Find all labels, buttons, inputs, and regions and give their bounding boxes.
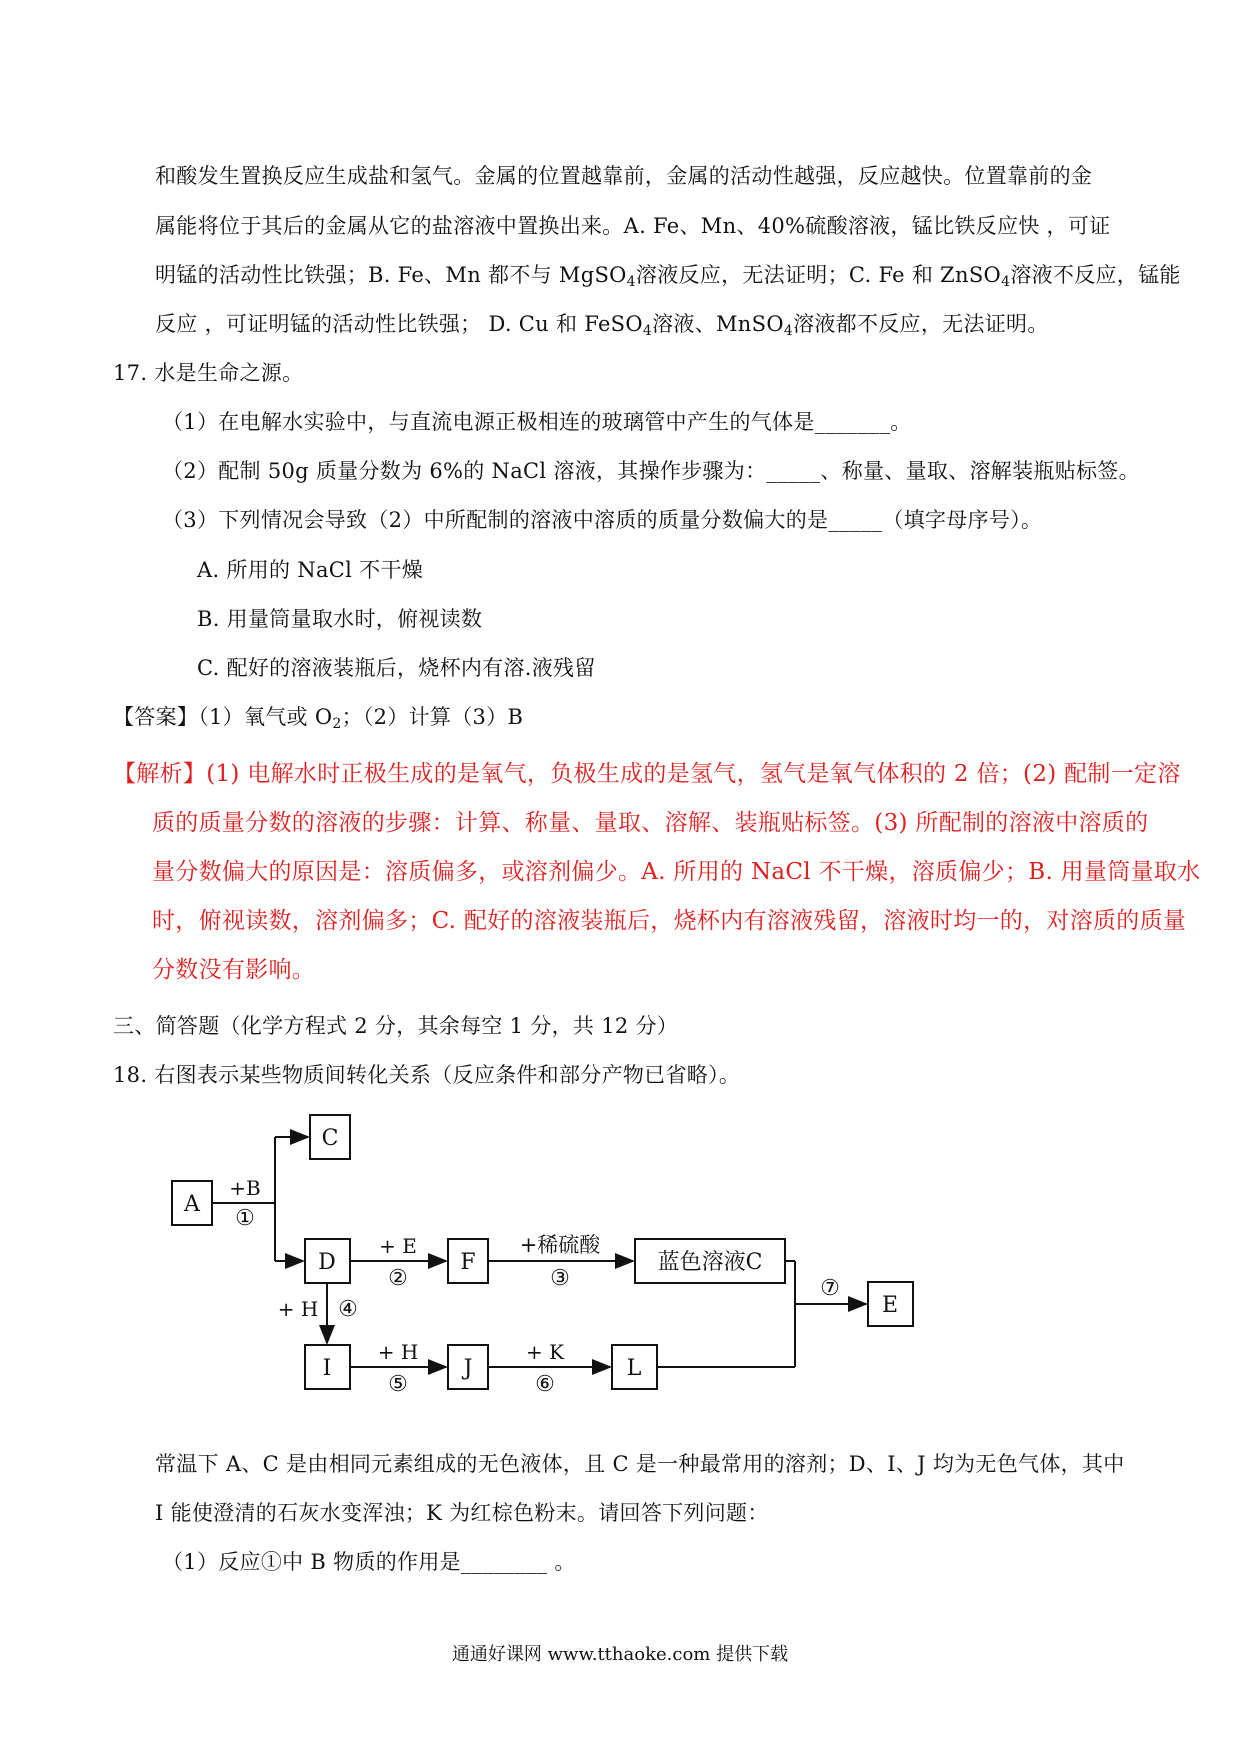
reagent-label: + E (379, 1234, 417, 1258)
box-c-label: C (321, 1126, 339, 1151)
box-e-label: E (881, 1293, 899, 1318)
step-number: ⑦ (820, 1276, 840, 1301)
question-17-part-2: （2）配制 50g 质量分数为 6%的 NaCl 溶液，其操作步骤为：_____、称量、量取、溶解装瓶贴标签。 (162, 459, 1140, 483)
option-a: A. 所用的 NaCl 不干燥 (197, 558, 424, 582)
box-j-label: J (463, 1356, 473, 1381)
reagent-label: +B (229, 1176, 261, 1200)
box-i-label: I (322, 1356, 332, 1381)
question-18-description: 常温下 A、C 是由相同元素组成的无色液体，且 C 是一种最常用的溶剂；D、I、J 均为无色气体，其中 (155, 1452, 1125, 1476)
box-d-label: D (318, 1250, 336, 1275)
box-l-label: L (626, 1356, 642, 1381)
section-heading: 三、简答题（化学方程式 2 分，其余每空 1 分，共 12 分） (113, 1014, 679, 1038)
question-18-part-1: （1）反应①中 B 物质的作用是________ 。 (162, 1550, 576, 1574)
analysis-line: 分数没有影响。 (152, 957, 316, 983)
text-line: 属能将位于其后的金属从它的盐溶液中置换出来。A. Fe、Mn、40%硫酸溶液，锰比铁反应快 ，可证 (155, 214, 1111, 238)
step-number: ③ (550, 1266, 570, 1291)
text-line: 明锰的活动性比铁强；B. Fe、Mn 都不与 MgSO$_4$溶液反应，无法证明；C. Fe 和 ZnSO$_4$溶液不反应，锰能 (155, 263, 1181, 290)
page-footer: 通通好课网 www.tthaoke.com 提供下载 (451, 1644, 789, 1665)
reagent-label: +稀硫酸 (519, 1233, 601, 1257)
analysis-line: 质的质量分数的溶液的步骤：计算、称量、量取、溶解、装瓶贴标签。(3) 所配制的溶液中溶质的 (152, 810, 1149, 836)
question-18-title: 18. 右图表示某些物质间转化关系（反应条件和部分产物已省略）。 (113, 1063, 741, 1087)
box-blue-solution-label: 蓝色溶液C (657, 1250, 763, 1275)
text-line: 反应 ，可证明锰的活动性比铁强； D. Cu 和 FeSO$_4$溶液、MnSO$_4$溶液都不反应，无法证明。 (155, 312, 1049, 339)
analysis-line: 【解析】(1) 电解水时正极生成的是氧气，负极生成的是氢气，氢气是氧气体积的 2 倍；(2) 配制一定溶 (113, 761, 1181, 787)
reagent-label: + H (277, 1297, 319, 1321)
answer-line: 【答案】（1）氧气或 $O_2$；（2）计算（3）B (113, 705, 524, 732)
option-b: B. 用量筒量取水时，俯视读数 (197, 607, 483, 631)
box-a-label: A (184, 1192, 200, 1217)
reagent-label: + H (377, 1340, 419, 1364)
step-number: ④ (338, 1297, 358, 1322)
question-17-title: 17. 水是生命之源。 (113, 361, 304, 385)
question-17-part-3: （3）下列情况会导致（2）中所配制的溶液中溶质的质量分数偏大的是_____（填字母序号）。 (162, 508, 1043, 532)
option-c: C. 配好的溶液装瓶后，烧杯内有溶.液残留 (197, 656, 596, 680)
step-number: ⑥ (535, 1372, 555, 1397)
step-number: ① (235, 1206, 255, 1231)
question-18-description: I 能使澄清的石灰水变浑浊；K 为红棕色粉末。请回答下列问题： (155, 1501, 769, 1525)
reagent-label: + K (525, 1340, 565, 1364)
analysis-line: 时，俯视读数，溶剂偏多；C. 配好的溶液装瓶后，烧杯内有溶液残留，溶液时均一的，对溶质的质量 (152, 908, 1187, 934)
step-number: ⑤ (388, 1372, 408, 1397)
step-number: ② (388, 1266, 408, 1291)
box-f-label: F (460, 1250, 476, 1275)
conversion-diagram (0, 1100, 1240, 1430)
question-17-part-1: （1）在电解水实验中，与直流电源正极相连的玻璃管中产生的气体是_______。 (162, 410, 912, 434)
analysis-line: 量分数偏大的原因是：溶质偏多，或溶剂偏少。A. 所用的 NaCl 不干燥，溶质偏少；B. 用量筒量取水 (152, 859, 1201, 885)
text-line: 和酸发生置换反应生成盐和氢气。金属的位置越靠前，金属的活动性越强，反应越快。位置靠前的金 (155, 164, 1093, 188)
